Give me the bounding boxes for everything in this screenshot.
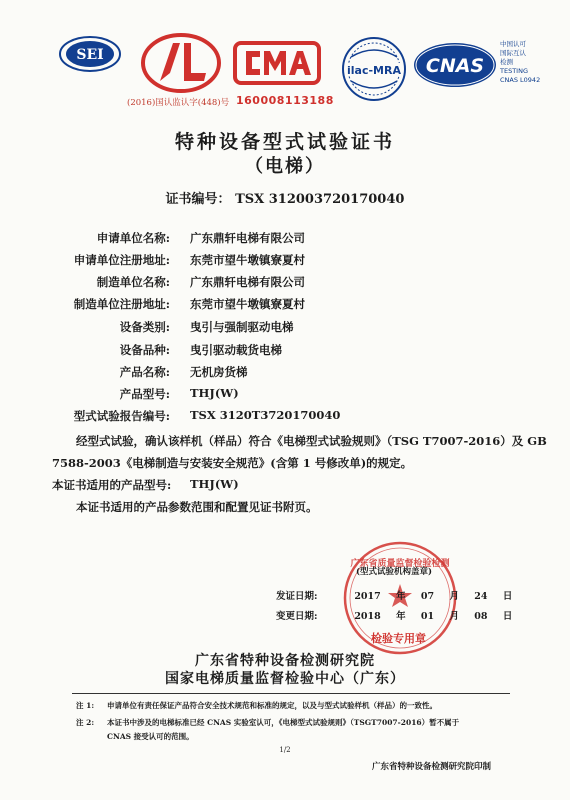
field-value: 曳引驱动载货电梯: [190, 343, 282, 357]
note-text: 申请单位有责任保证产品符合安全技术规范和标准的规定，以及与型式试验样机（样品）的一致性。: [107, 701, 437, 710]
issue-year: 2017: [354, 591, 381, 602]
field-label: 制造单位名称:: [96, 275, 170, 289]
issue-day: 24: [474, 591, 488, 602]
applicable-model-label: 本证书适用的产品型号:: [52, 478, 172, 492]
change-day-unit: 日: [502, 611, 513, 622]
cnas-side-text: [500, 40, 540, 85]
field-label: 制造单位注册地址:: [73, 297, 170, 311]
field-row: [0, 252, 570, 270]
field-value: 广东鼎轩电梯有限公司: [190, 231, 305, 245]
conformity-statement-line: 7588-2003《电梯制造与安装安全规范》(含第 1 号修改单)的规定。: [52, 456, 413, 470]
certificate-number: 证书编号： TSX 312003720170040: [165, 192, 405, 207]
ilac-mark-text: ilac-MRA: [347, 64, 401, 77]
change-year-unit: 年: [396, 611, 406, 622]
field-value: THJ(W): [190, 386, 239, 400]
change-date-row: [276, 608, 524, 622]
seal-middle-text: (型式试验机构盖章): [356, 567, 433, 577]
applicable-model-value: THJ(W): [190, 477, 239, 491]
field-value: 东莞市望牛墩镇寮夏村: [190, 297, 305, 311]
cal-approval-number: (2016)国认监认字(448)号: [127, 98, 230, 108]
sei-logo: [58, 34, 122, 74]
issuer-center-name: 国家电梯质量监督检验中心（广东）: [165, 671, 405, 687]
cnas-side-line: 国际互认: [500, 49, 526, 57]
seal-ring-text: 广东省质量监督检验检测: [350, 559, 450, 569]
note-text: 本证书中涉及的电梯标准已经 CNAS 实验室认可，《电梯型式试验规则》（TSGT7007-2016）暂不属于: [107, 718, 460, 727]
note-tag: 注 1:: [76, 701, 95, 710]
issue-month-unit: 月: [449, 591, 459, 602]
note-text: CNAS 接受认可的范围。: [107, 732, 194, 741]
notes-divider: [72, 693, 510, 694]
cnas-side-line: 中国认可: [500, 40, 526, 48]
field-row: [0, 342, 570, 360]
change-month-unit: 月: [449, 611, 459, 622]
field-label: 产品型号:: [119, 387, 170, 401]
field-row: [0, 230, 570, 248]
field-value: 无机房货梯: [190, 365, 248, 379]
change-date-label: 变更日期:: [276, 611, 318, 622]
field-row: [0, 274, 570, 292]
field-value: 曳引与强制驱动电梯: [190, 320, 294, 334]
page-number: 1/2: [279, 746, 291, 754]
ilac-mra-logo: [339, 35, 409, 103]
field-value: 广东鼎轩电梯有限公司: [190, 275, 305, 289]
cnas-side-line: CNAS L0942: [500, 76, 541, 84]
field-row: [0, 319, 570, 337]
field-row: [0, 386, 570, 404]
change-month: 01: [420, 611, 435, 622]
cnas-side-line: 检测: [500, 58, 513, 66]
field-row: [0, 364, 570, 382]
issue-month: 07: [420, 591, 435, 602]
issue-date-label: 发证日期:: [276, 591, 318, 602]
field-value: 东莞市望牛墩镇寮夏村: [190, 253, 305, 267]
certificate-subtitle: （电梯）: [245, 156, 325, 177]
field-row: [0, 296, 570, 314]
change-day: 08: [474, 611, 488, 622]
field-label: 型式试验报告编号:: [73, 409, 170, 423]
seal-bottom-text: 检验专用章: [371, 632, 426, 645]
cma-number: 160008113188: [236, 94, 334, 107]
field-label: 设备品种:: [119, 343, 170, 357]
certificate-title: 特种设备型式试验证书: [174, 131, 395, 153]
printer-credit: 广东省特种设备检测研究院印制: [372, 762, 492, 772]
field-value: TSX 3120T3720170040: [190, 408, 341, 422]
note-tag: 注 2:: [76, 718, 95, 727]
field-label: 产品名称:: [119, 365, 170, 379]
cnas-side-line: TESTING: [500, 67, 528, 75]
change-year: 2018: [354, 611, 381, 622]
field-row: [0, 408, 570, 426]
conformity-statement-line: 经型式试验，确认该样机（样品）符合《电梯型式试验规则》（TSG T7007-2016）及 GB: [76, 434, 547, 448]
issue-year-unit: 年: [396, 591, 406, 602]
field-label: 申请单位注册地址:: [73, 253, 170, 267]
svg-text:SEI: SEI: [76, 47, 104, 63]
cnas-mark-text: CNAS: [425, 55, 485, 77]
appendix-note: 本证书适用的产品参数范围和配置见证书附页。: [76, 500, 318, 514]
issuer-name: 广东省特种设备检测研究院: [195, 653, 375, 669]
cnas-logo: [412, 40, 498, 90]
cma-logo: [232, 40, 322, 86]
field-label: 申请单位名称:: [96, 231, 170, 245]
issue-day-unit: 日: [502, 591, 513, 602]
cal-logo: [140, 33, 222, 93]
issue-date-row: [276, 588, 524, 602]
field-label: 设备类别:: [119, 320, 170, 334]
